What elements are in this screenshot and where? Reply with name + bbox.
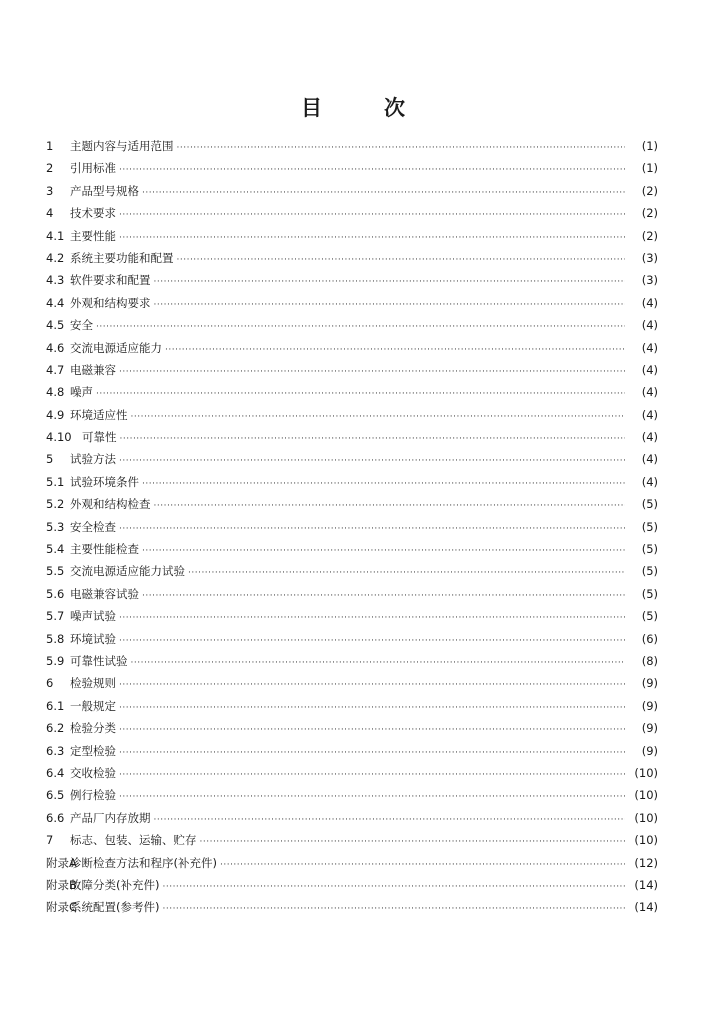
toc-entry [46,672,658,694]
toc-entry-number: 4.1 [46,228,65,243]
toc-entry [46,717,658,739]
dot-leader [142,585,625,607]
dot-leader [200,831,626,853]
toc-entry [46,583,658,605]
dot-leader [119,159,625,181]
dot-leader [220,854,625,876]
dot-leader [142,540,625,562]
toc-entry-label: 安全检查 [70,519,116,534]
toc-entry-number: 4.6 [46,340,65,355]
toc-entry-page: (5) [641,497,658,512]
toc-entry-label: 可靠性 [82,430,117,445]
toc-entry-number: 4.2 [46,250,65,265]
toc-entry-number: 4.9 [46,407,65,422]
toc-entry [46,762,658,784]
toc-entry-label: 诊断检查方法和程序(补充件) [70,855,217,870]
dot-leader [96,316,625,338]
dot-leader [119,518,625,540]
table-of-contents [46,135,658,919]
toc-entry-label: 软件要求和配置 [70,273,151,288]
toc-entry-number: 附录C [46,900,78,915]
dot-leader [131,406,626,428]
toc-entry-page: (14) [634,900,658,915]
toc-entry-label: 交流电源适应能力试验 [70,564,185,579]
dot-leader [177,137,626,159]
toc-entry-label: 标志、包装、运输、贮存 [70,833,197,848]
toc-entry-page: (9) [641,721,658,736]
toc-entry-page: (1) [641,139,658,153]
toc-entry-page: (4) [641,295,658,310]
toc-entry-number: 3 [46,183,54,198]
toc-entry-number: 附录B [46,877,77,892]
toc-entry-number: 4.10 [46,430,72,445]
toc-entry-number: 5.7 [46,609,65,624]
toc-entry [46,628,658,650]
toc-entry-number: 6 [46,676,54,691]
dot-leader [154,271,626,293]
toc-entry-label: 试验方法 [70,452,116,467]
toc-entry [46,852,658,874]
toc-entry-number: 6.1 [46,698,65,713]
dot-leader [119,227,625,249]
toc-entry-label: 主要性能检查 [70,542,139,557]
toc-entry [46,650,658,672]
toc-entry-page: (4) [641,385,658,400]
toc-entry-page: (2) [641,183,658,198]
toc-entry-label: 环境试验 [70,631,116,646]
dot-leader [154,809,626,831]
toc-entry-page: (2) [641,206,658,221]
toc-entry-label: 故障分类(补充件) [70,877,160,892]
toc-entry-page: (9) [641,698,658,713]
toc-entry-page: (4) [641,452,658,467]
toc-entry-number: 5.4 [46,542,65,557]
toc-entry-page: (5) [641,519,658,534]
toc-entry-label: 交流电源适应能力 [70,340,162,355]
toc-entry-number: 1 [46,139,54,153]
toc-entry-page: (1) [641,161,658,176]
toc-entry-label: 一般规定 [70,698,116,713]
toc-entry-page: (3) [641,273,658,288]
dot-leader [119,361,625,383]
toc-entry [46,292,658,314]
toc-entry-label: 试验环境条件 [70,474,139,489]
dot-leader [96,383,625,405]
toc-entry-number: 5.8 [46,631,65,646]
toc-entry-page: (4) [641,474,658,489]
toc-entry-page: (5) [641,564,658,579]
dot-leader [165,339,625,361]
toc-entry-label: 定型检验 [70,743,116,758]
toc-entry-number: 4.8 [46,385,65,400]
toc-entry-label: 系统主要功能和配置 [70,250,174,265]
toc-entry-number: 6.4 [46,765,65,780]
toc-entry [46,337,658,359]
toc-entry-label: 外观和结构检查 [70,497,151,512]
toc-entry [46,516,658,538]
toc-entry [46,157,658,179]
toc-entry [46,807,658,829]
toc-entry [46,225,658,247]
toc-entry-label: 噪声试验 [70,609,116,624]
dot-leader [119,742,625,764]
toc-entry [46,784,658,806]
toc-entry-number: 2 [46,161,54,176]
toc-entry [46,359,658,381]
toc-entry-page: (9) [641,676,658,691]
dot-leader [119,630,625,652]
toc-entry [46,471,658,493]
toc-entry-number: 4.5 [46,318,65,333]
toc-entry-number: 4 [46,206,54,221]
toc-entry-label: 主要性能 [70,228,116,243]
toc-entry-number: 6.5 [46,788,65,803]
toc-entry-page: (4) [641,340,658,355]
toc-entry [46,695,658,717]
toc-entry [46,314,658,336]
toc-entry [46,448,658,470]
dot-leader [162,898,625,920]
toc-entry [46,202,658,224]
toc-entry [46,740,658,762]
toc-entry-number: 5.2 [46,497,65,512]
toc-entry-page: (10) [634,788,658,803]
toc-entry-number: 6.2 [46,721,65,736]
toc-entry-label: 安全 [70,318,93,333]
toc-entry-number: 6.6 [46,810,65,825]
dot-leader [119,719,625,741]
toc-entry-label: 电磁兼容试验 [70,586,139,601]
toc-entry-label: 检验规则 [70,676,116,691]
toc-entry-label: 引用标准 [70,161,116,176]
toc-entry-number: 7 [46,833,54,848]
toc-entry-page: (10) [634,833,658,848]
toc-entry-page: (10) [634,765,658,780]
title-char-right: 次 [384,96,409,120]
dot-leader [142,182,625,204]
dot-leader [188,562,625,584]
toc-entry-number: 5.1 [46,474,65,489]
toc-entry-page: (10) [634,810,658,825]
toc-entry-label: 主题内容与适用范围 [70,139,174,153]
toc-entry-number: 4.7 [46,362,65,377]
toc-entry [46,404,658,426]
toc-entry-number: 5.5 [46,564,65,579]
toc-entry [46,381,658,403]
toc-entry-number: 附录A [46,855,77,870]
toc-entry-label: 产品厂内存放期 [70,810,151,825]
toc-entry-label: 噪声 [70,385,93,400]
toc-entry-page: (4) [641,362,658,377]
toc-entry-page: (2) [641,228,658,243]
toc-entry [46,605,658,627]
toc-entry [46,493,658,515]
toc-entry-page: (9) [641,743,658,758]
toc-entry-label: 系统配置(参考件) [70,900,160,915]
toc-entry-number: 5.6 [46,586,65,601]
toc-entry-label: 交收检验 [70,765,116,780]
dot-leader [119,204,625,226]
dot-leader [119,786,625,808]
toc-entry-number: 6.3 [46,743,65,758]
title-char-left: 目 [301,96,326,120]
toc-entry [46,269,658,291]
toc-entry-label: 产品型号规格 [70,183,139,198]
toc-entry-page: (6) [641,631,658,646]
toc-entry-page: (4) [641,407,658,422]
dot-leader [119,607,625,629]
toc-entry-number: 5.9 [46,653,65,668]
dot-leader [142,473,625,495]
dot-leader [119,674,625,696]
toc-entry-page: (5) [641,542,658,557]
toc-entry [46,247,658,269]
toc-entry-page: (8) [641,653,658,668]
toc-entry [46,180,658,202]
toc-entry-label: 电磁兼容 [70,362,116,377]
dot-leader [119,697,625,719]
dot-leader [154,294,626,316]
toc-entry-label: 可靠性试验 [70,653,128,668]
toc-entry [46,829,658,851]
dot-leader [119,450,625,472]
dot-leader [120,428,626,450]
dot-leader [119,764,625,786]
toc-entry [46,538,658,560]
toc-entry-page: (4) [641,318,658,333]
dot-leader [177,249,626,271]
toc-entry-page: (5) [641,586,658,601]
toc-entry-label: 外观和结构要求 [70,295,151,310]
toc-entry-page: (14) [634,877,658,892]
page-title [0,92,710,122]
toc-entry-label: 环境适应性 [70,407,128,422]
dot-leader [162,876,625,898]
toc-entry-label: 例行检验 [70,788,116,803]
toc-entry-number: 5.3 [46,519,65,534]
toc-entry [46,560,658,582]
dot-leader [131,652,626,674]
toc-entry-page: (3) [641,250,658,265]
toc-entry-label: 检验分类 [70,721,116,736]
toc-entry-label: 技术要求 [70,206,116,221]
toc-entry-number: 4.4 [46,295,65,310]
dot-leader [154,495,626,517]
toc-entry [46,874,658,896]
toc-entry-number: 4.3 [46,273,65,288]
toc-entry [46,896,658,918]
toc-entry-page: (5) [641,609,658,624]
toc-entry-page: (4) [641,430,658,445]
toc-entry-number: 5 [46,452,54,467]
toc-entry [46,426,658,448]
toc-entry-page: (12) [634,855,658,870]
toc-entry [46,135,658,157]
